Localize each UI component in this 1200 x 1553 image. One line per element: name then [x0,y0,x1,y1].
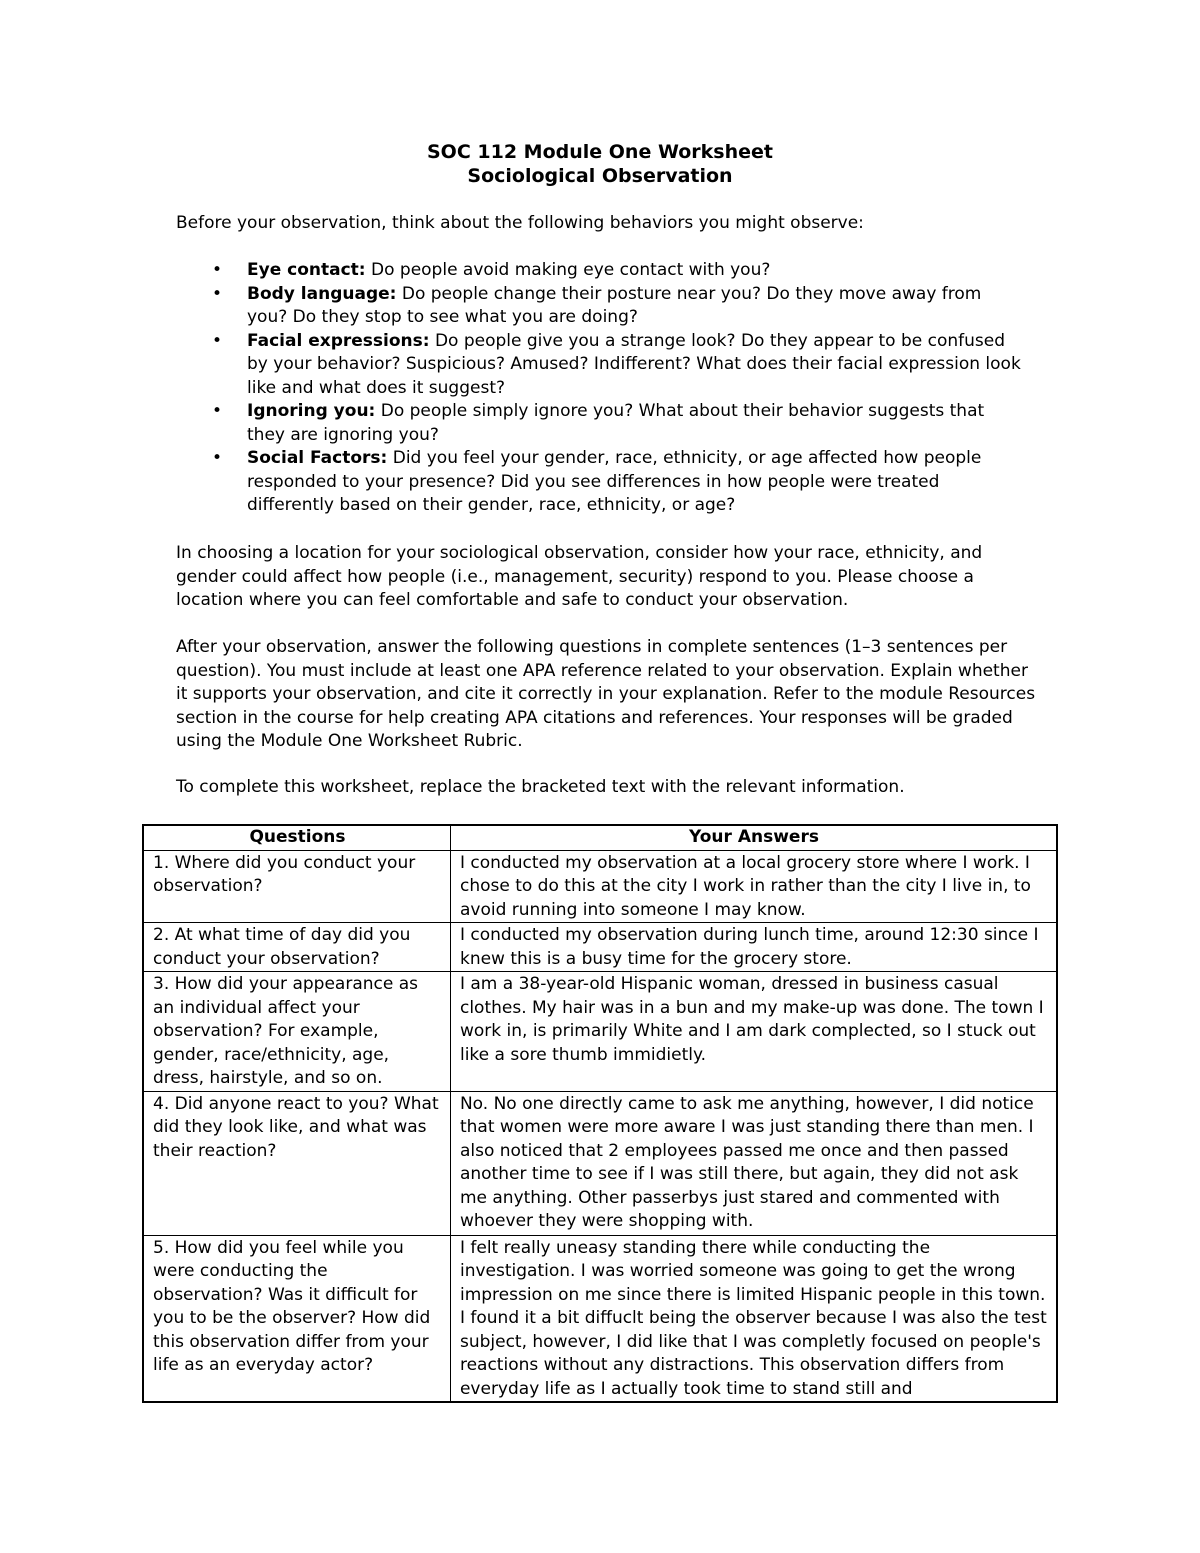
answer-cell[interactable]: No. No one directly came to ask me anything, however, I did notice that women were more aware I was just standing there than men. I also noticed that 2 employees passed me once and then passed another time to see if I was still there, but again, they did not ask me anything. Other passerbys just stared and commented with whoever they were shopping with. [450,1091,1057,1235]
page-title: SOC 112 Module One Worksheet [427,141,773,163]
answer-cell[interactable]: I am a 38-year-old Hispanic woman, dressed in business casual clothes. My hair was in a bun and my make-up was done. The town I work in, is primarily White and I am dark complected, so I stuck out like a sore thumb immidietly. [450,972,1057,1092]
bullet-term: Body language: [247,283,397,304]
table-row [143,1091,1057,1235]
question-cell: 4. Did anyone react to you? What did they look like, and what was their reaction? [143,1091,450,1235]
question-cell: 2. At what time of day did you conduct your observation? [143,923,450,972]
list-item [176,283,1026,330]
table-row [143,923,1057,972]
list-item [176,330,1026,401]
location-paragraph: In choosing a location for your sociological observation, consider how your race, ethnicity, and gender could affect how people (i.e., management, security) respond to you. Please choose a location where you can feel comfortable and safe to conduct your observation. [176,543,983,610]
bullet-icon: • [212,260,223,280]
bullet-text: Did you feel your gender, race, ethnicity, or age affected how people responded to your presence? Did you see differences in how people were treated differently based on their gender, race, ethnicity, or age? [247,448,982,515]
list-item [176,259,1026,283]
completion-paragraph: To complete this worksheet, replace the bracketed text with the relevant information. [176,777,905,797]
intro-paragraph: Before your observation, think about the following behaviors you might observe: [176,213,864,233]
bullet-term: Social Factors: [247,448,388,468]
bullet-icon: • [212,401,223,421]
answer-cell[interactable]: I conducted my observation during lunch time, around 12:30 since I knew this is a busy time for the grocery store. [450,923,1057,972]
bullet-icon: • [212,330,223,351]
list-item [176,447,1026,518]
page-subtitle: Sociological Observation [467,165,733,187]
qa-table [142,824,1058,1403]
answers-header: Your Answers [450,825,1057,850]
answer-cell[interactable]: I conducted my observation at a local grocery store where I work. I chose to do this at the city I work in rather than the city I live in, to avoid running into someone I may know. [450,850,1057,923]
list-item [176,400,1026,447]
bullet-text: Do people give you a strange look? Do they appear to be confused by your behavior? Suspicious? Amused? Indifferent? What does their facial expression look like and what does it suggest? [247,330,1021,398]
bullet-term: Facial expressions: [247,330,430,351]
question-cell: 3. How did your appearance as an individual affect your observation? For example, gender, race/ethnicity, age, dress, hairstyle, and so on. [143,972,450,1092]
table-row [143,1235,1057,1402]
bullet-text: Do people avoid making eye contact with you? [365,260,771,280]
bullet-term: Eye contact: [247,260,366,280]
bullet-icon: • [212,283,223,304]
table-row [143,972,1057,1092]
bullet-term: Ignoring you: [247,401,376,421]
bullet-text: Do people simply ignore you? What about their behavior suggests that they are ignoring you? [247,401,985,445]
bullet-text: Do people change their posture near you? Do they move away from you? Do they stop to see what you are doing? [247,283,982,327]
table-header-row [143,825,1057,850]
bullet-icon: • [212,448,223,468]
behavior-list [176,259,1026,518]
questions-header: Questions [143,825,450,850]
answer-cell[interactable]: I felt really uneasy standing there while conducting the investigation. I was worried someone was going to get the wrong impression on me since there is limited Hispanic people in this town. I found it a bit diffuclt being the observer because I was also the test subject, however, I did like that I was completly focused on people's reactions without any distractions. This observation differs from everyday life as I actually took time to stand still and [450,1235,1057,1402]
table-row [143,850,1057,923]
instructions-paragraph: After your observation, answer the following questions in complete sentences (1–3 sentences per question). You must include at least one APA reference related to your observation. Explain whether it supports your observation, and cite it correctly in your explanation. Refer to the module Resources section in the course for help creating APA citations and references. Your responses will be graded using the Module One Worksheet Rubric. [176,637,1036,751]
question-cell: 5. How did you feel while you were conducting the observation? Was it difficult for you to be the observer? How did this observation differ from your life as an everyday actor? [143,1235,450,1402]
question-cell: 1. Where did you conduct your observation? [143,850,450,923]
